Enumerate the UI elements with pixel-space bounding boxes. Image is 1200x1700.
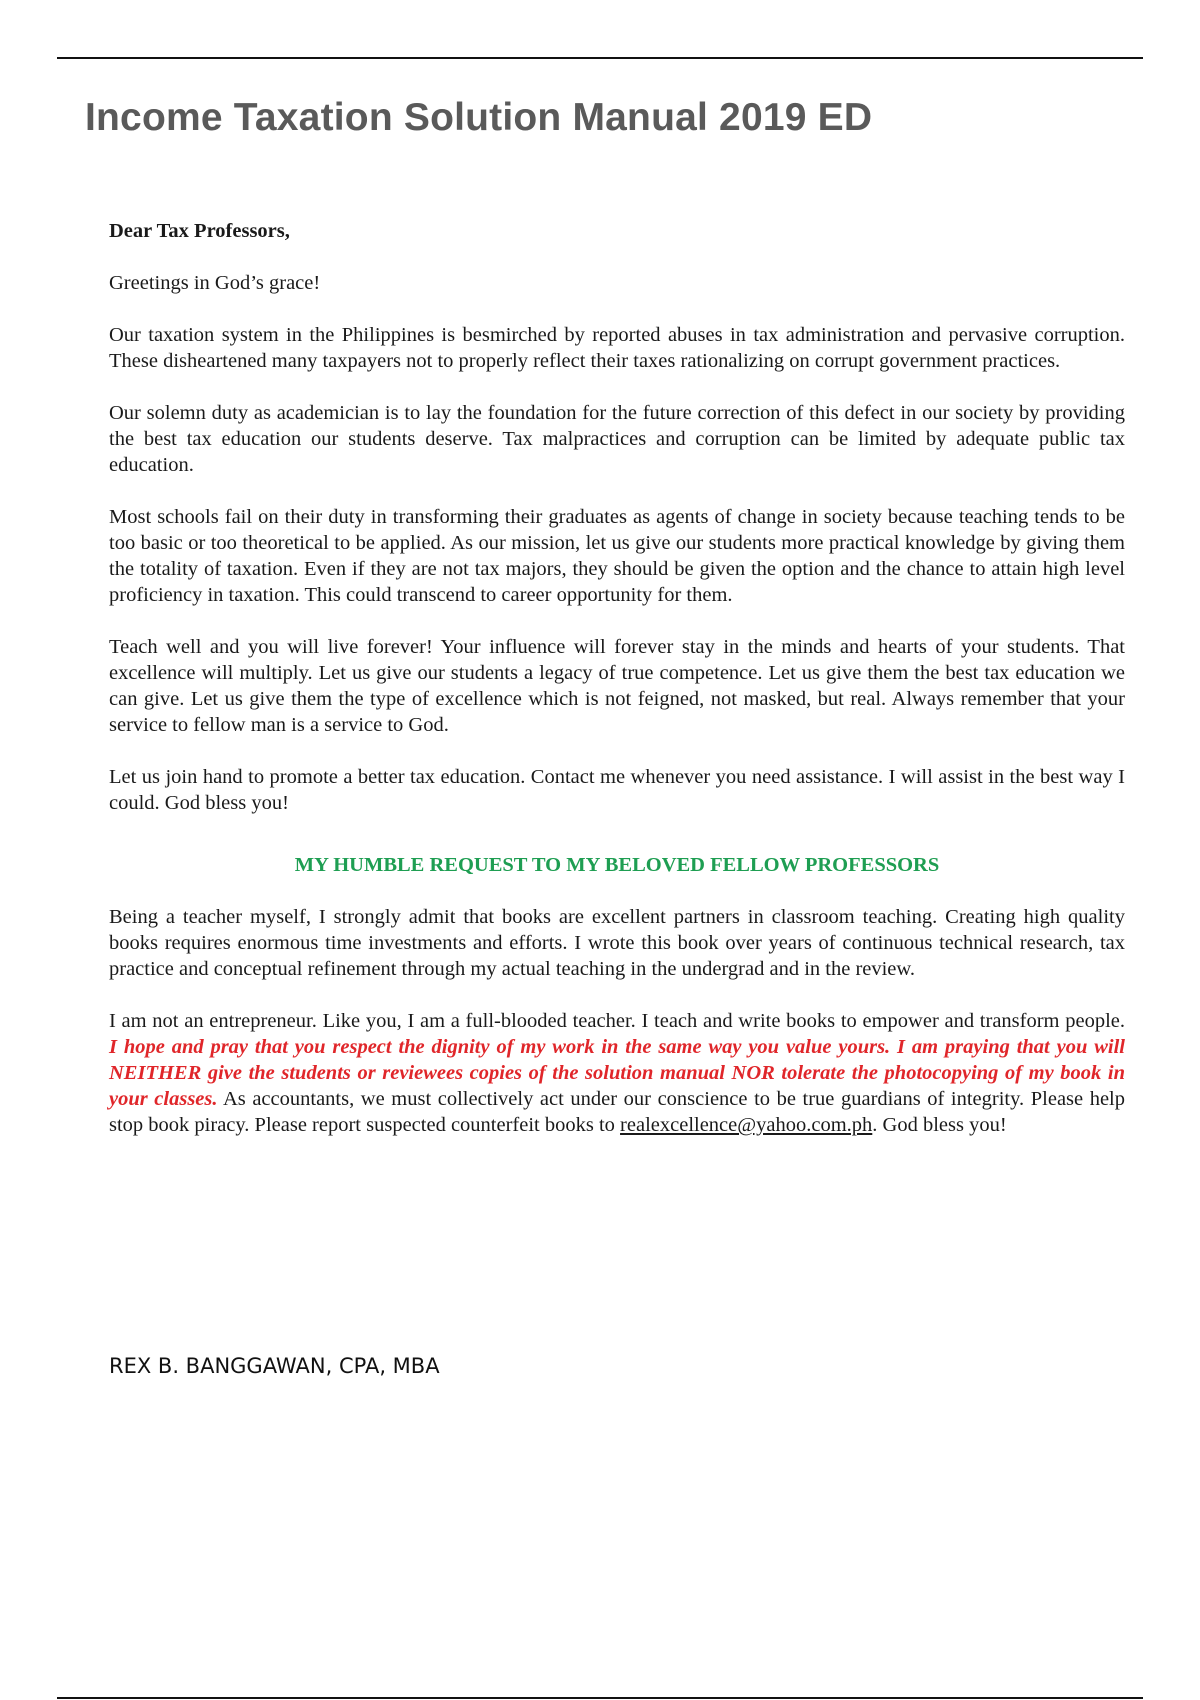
piracy-intro: I am not an entrepreneur. Like you, I am a full-blooded teacher. I teach and write books to empower and transform people. <box>109 1010 1125 1032</box>
contact-email-link[interactable]: realexcellence@yahoo.com.ph <box>620 1114 873 1136</box>
document-title: Income Taxation Solution Manual 2019 ED <box>85 96 873 139</box>
paragraph-schools: Most schools fail on their duty in transforming their graduates as agents of change in society because teaching tends to be too basic or too theoretical to be applied. As our mission, let us give our students more practical knowledge by giving them the totality of taxation. Even if they are not tax majors, they should be given the option and the chance to attain high level proficiency in taxation. This could transcend to career opportunity for them. <box>109 506 1125 606</box>
greeting: Greetings in God’s grace! <box>109 272 321 294</box>
paragraph-solemn-duty: Our solemn duty as academician is to lay the foundation for the future correction of this defect in our society by providing the best tax education our students deserve. Tax malpractices and corruption can be limited by adequate public tax education. <box>109 402 1125 476</box>
piracy-middle: As accountants, we must collectively act under our conscience to be true guardians of integrity. Please help stop book piracy. Please report suspected counterfeit books to <box>109 1088 1125 1136</box>
author-signature: REX B. BANGGAWAN, CPA, MBA <box>109 1354 440 1378</box>
request-paragraph-piracy <box>109 1008 1125 1138</box>
top-rule <box>57 57 1143 59</box>
letter-body <box>109 218 1125 1164</box>
paragraph-join-hand: Let us join hand to promote a better tax education. Contact me whenever you need assistance. I will assist in the best way I could. God bless you! <box>109 766 1125 814</box>
request-paragraph-teacher: Being a teacher myself, I strongly admit that books are excellent partners in classroom teaching. Creating high quality books requires enormous time investments and efforts. I wrote this book over years of continuous technical research, tax practice and conceptual refinement through my actual teaching in the undergrad and in the review. <box>109 906 1125 980</box>
salutation: Dear Tax Professors, <box>109 220 290 242</box>
paragraph-teach-well: Teach well and you will live forever! Your influence will forever stay in the minds and hearts of your students. That excellence will multiply. Let us give our students a legacy of true competence. Let us give them the best tax education we can give. Let us give them the type of excellence which is not feigned, not masked, but real. Always remember that your service to fellow man is a service to God. <box>109 636 1125 736</box>
paragraph-taxation-system: Our taxation system in the Philippines is besmirched by reported abuses in tax administration and pervasive corruption. These disheartened many taxpayers not to properly reflect their taxes rationalizing on corrupt government practices. <box>109 324 1125 372</box>
bottom-rule <box>57 1697 1143 1699</box>
request-heading: MY HUMBLE REQUEST TO MY BELOVED FELLOW PROFESSORS <box>294 854 940 876</box>
piracy-emphasis: I hope and pray that you respect the dignity of my work in the same way you value yours. I am praying that you will NEITHER give the students or reviewees copies of the solution manual NOR tolerate the photocopying of my book in your classes. <box>109 1036 1125 1110</box>
piracy-closing: . God bless you! <box>872 1114 1007 1136</box>
